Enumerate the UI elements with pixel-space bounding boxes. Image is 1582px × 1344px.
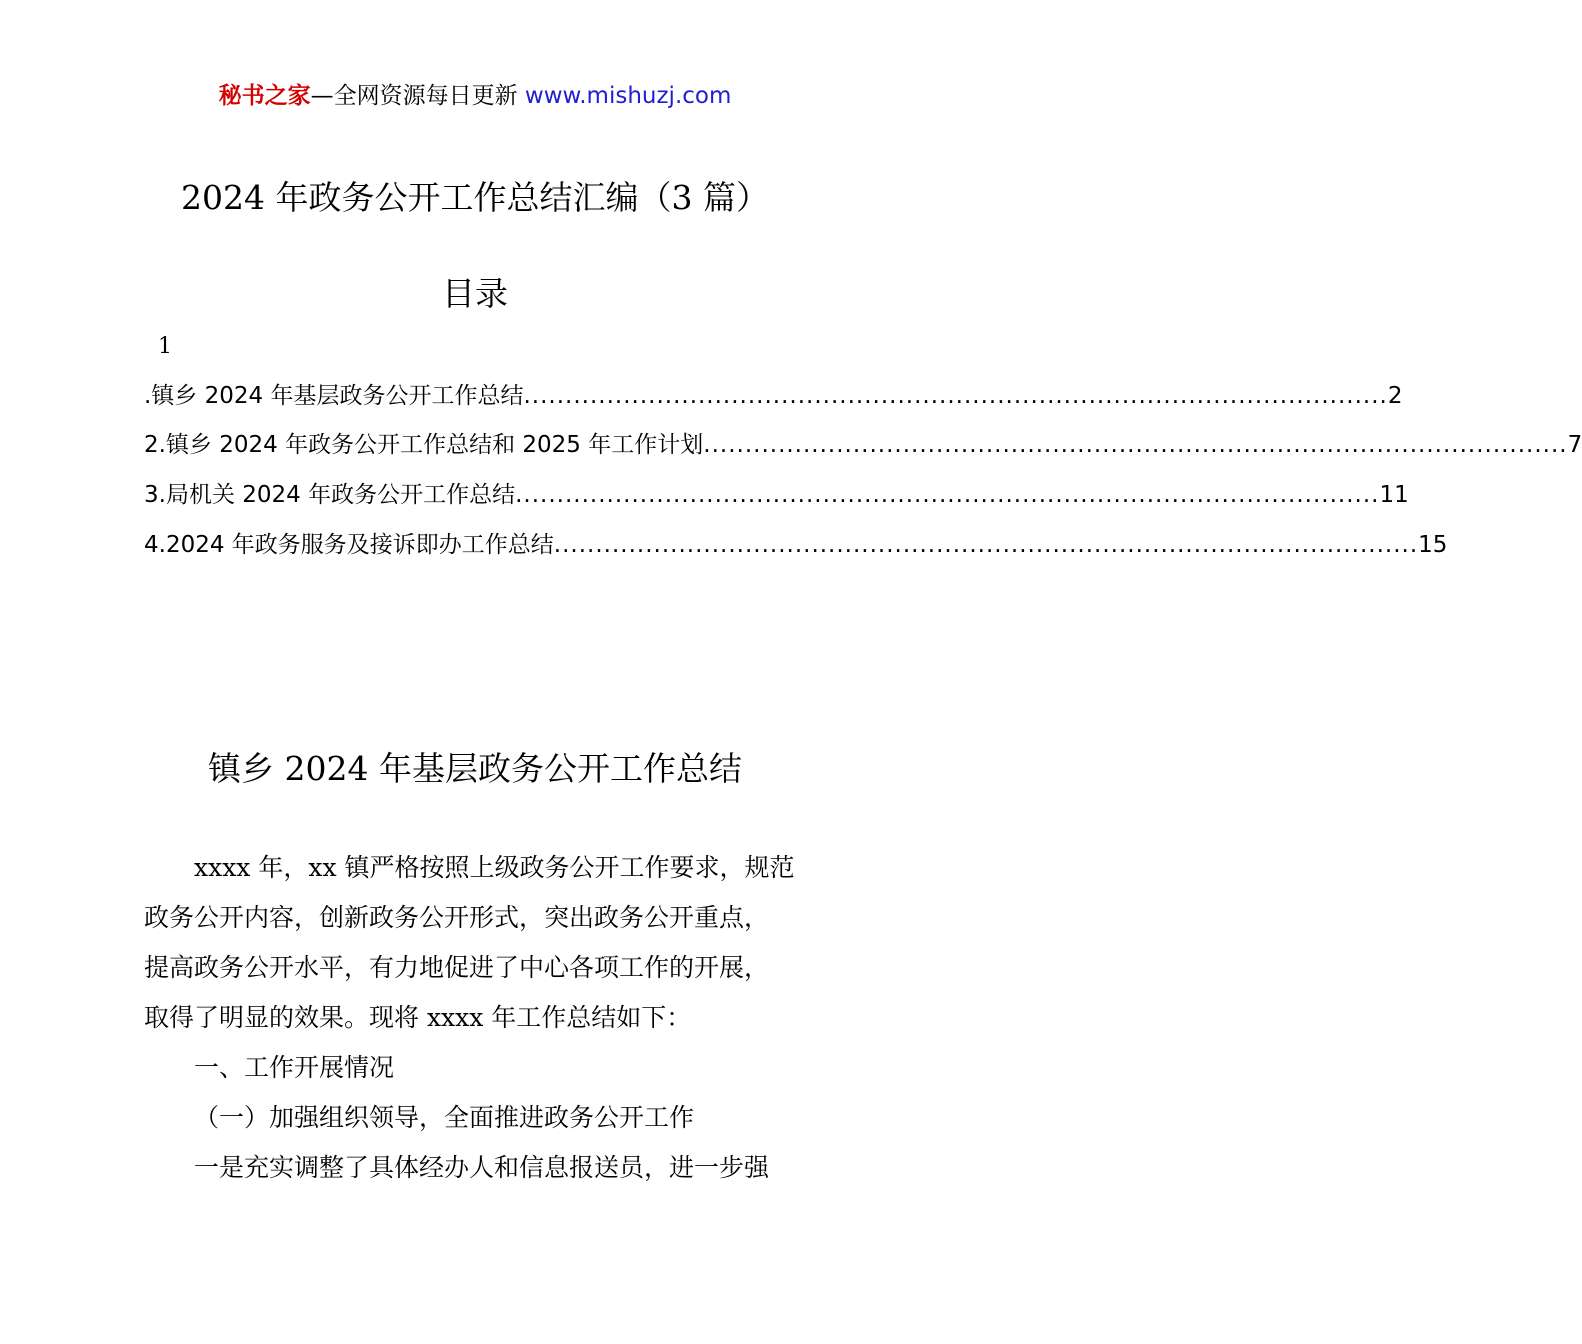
toc-entry-1[interactable] [144,380,1403,412]
toc-page-number: 11 [1379,482,1409,508]
body-text: 取得了明显的效果。现将 [144,1003,427,1032]
heading-level-2: （一）加强组织领导，全面推进政务公开工作 [194,1103,695,1132]
document-title [0,176,950,220]
toc-entry-text: 2.镇乡 2024 年政务公开工作总结和 2025 年工作计划 [144,432,704,458]
toc-entry-text: 3.局机关 2024 年政务公开工作总结 [144,482,516,508]
body-line-4 [144,993,691,1043]
placeholder-year: xxxx [426,1003,484,1032]
section-title-year: 2024 [284,749,369,788]
title-year: 2024 [181,178,265,217]
toc-entry-text: .镇乡 2024 年基层政务公开工作总结 [144,383,524,409]
body-line-1 [194,843,795,893]
brand-name: 秘书之家 [218,83,311,109]
toc-leader-dots: ........................................................................................................ [515,482,1380,508]
body-line-5: 一是充实调整了具体经办人和信息报送员，进一步强 [194,1153,770,1182]
section-title-prefix: 镇乡 [208,749,285,788]
banner-tagline: —全网资源每日更新 [310,83,525,109]
heading-level-1: 一、工作开展情况 [194,1053,395,1082]
title-count: 3 [671,178,693,217]
toc-leader-dots: ........................................................................................................ [553,532,1419,558]
toc-entry-text: 4.2024 年政务服务及接诉即办工作总结 [144,532,554,558]
section-title [0,747,950,791]
site-url-link[interactable]: www.mishuzj.com [524,83,732,109]
toc-entry-2[interactable] [144,429,1582,461]
toc-leader-dots: ........................................................................................................ [523,383,1388,409]
toc-entry-4[interactable] [144,529,1448,561]
toc-page-number: 2 [1387,383,1403,409]
body-line-2: 政务公开内容，创新政务公开形式，突出政务公开重点， [144,903,770,932]
body-text: 年， [250,853,309,882]
title-suffix: 篇） [702,178,769,217]
toc-entry-3[interactable] [144,479,1409,511]
body-text: 年工作总结如下： [483,1003,692,1032]
toc-leader-dots: ........................................................................................................ [703,432,1568,458]
toc-page-number: 7 [1567,432,1582,458]
placeholder-town: xx [308,853,337,882]
title-text: 年政务公开工作总结汇编（ [275,178,672,217]
section-title-rest: 年基层政务公开工作总结 [368,749,742,788]
toc-heading: 目录 [442,274,508,313]
toc-stray-number: 1 [158,334,172,359]
body-line-3: 提高政务公开水平，有力地促进了中心各项工作的开展， [144,953,770,982]
placeholder-year: xxxx [194,853,251,882]
body-text: 镇严格按照上级政务公开工作要求，规范 [336,853,795,882]
toc-page-number: 15 [1418,532,1448,558]
site-banner [0,80,950,112]
